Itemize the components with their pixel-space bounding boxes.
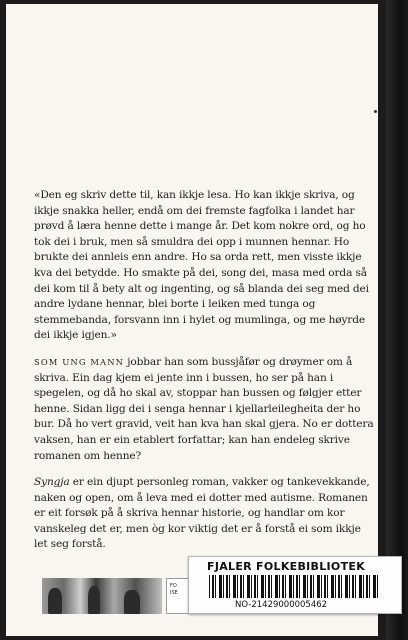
library-label — [188, 556, 402, 614]
photo-figure — [48, 588, 62, 614]
blurb-text — [34, 188, 376, 564]
barcode — [209, 575, 379, 598]
book-title-mention: Syngja — [34, 476, 70, 489]
synopsis-lead: SOM UNG MANN — [34, 356, 125, 367]
isbn-box-line: ISE — [170, 590, 178, 596]
barcode-number: NO-21429000005462 — [235, 600, 328, 610]
blurb-summary — [34, 475, 376, 553]
photo-strip — [42, 578, 162, 614]
blurb-quote: «Den eg skriv dette til, kan ikkje lesa. Ho kan ikkje skriva, og ikkje snakka heller, endå om dei fremste fagfolka i landet har prøvd å læra henne dette i mange år. Det kom nokre ord, og ho tok dei i bruk, men så smuldra dei opp i munnen hennar. Ho brukte dei annleis enn andre. Ho sa orda rett, men visste ikkje kva dei betydde. Ho smakte på dei, song dei, masa med orda så dei kom til å bety alt og ingenting, og så blanda dei seg med dei andre lydane hennar, blei borte i leiken med tunga og stemmebanda, forsvann inn i hylet og mumlinga, og me høyrde dei ikkje igjen.» — [34, 189, 369, 342]
book-spine — [386, 0, 408, 640]
isbn-box-line: FO — [170, 583, 177, 589]
summary-body: er ein djupt personleg roman, vakker og tankevekkande, naken og open, om å leva med ei dotter med autisme. Romanen er eit forsøk på å skriva hennar historie, og handlar om kor vanskeleg det er, men òg kor viktig det er å forstå ei som ikkje let seg forstå. — [34, 476, 370, 551]
blurb-synopsis — [34, 355, 376, 464]
photo-figure — [124, 590, 140, 614]
synopsis-body: jobbar han som bussjåfør og drøymer om å skriva. Ein dag kjem ei jente inn i bussen, ho ser på han i spegelen, og då ho skal av, stoppar han bussen og følgjer etter henne. Sidan ligg dei i senga hennar i kjellarleilegheita der ho bur. Då ho vert gravid, veit han kva han skal gjera. No er dottera vaksen, han er ein etablert forfattar; kan han endeleg skrive romanen om henne? — [34, 355, 374, 462]
library-name: FJALER FOLKEBIBLIOTEK — [207, 560, 366, 573]
cover-mark — [374, 110, 377, 113]
isbn-box — [166, 578, 190, 614]
photo-figure — [88, 586, 100, 614]
